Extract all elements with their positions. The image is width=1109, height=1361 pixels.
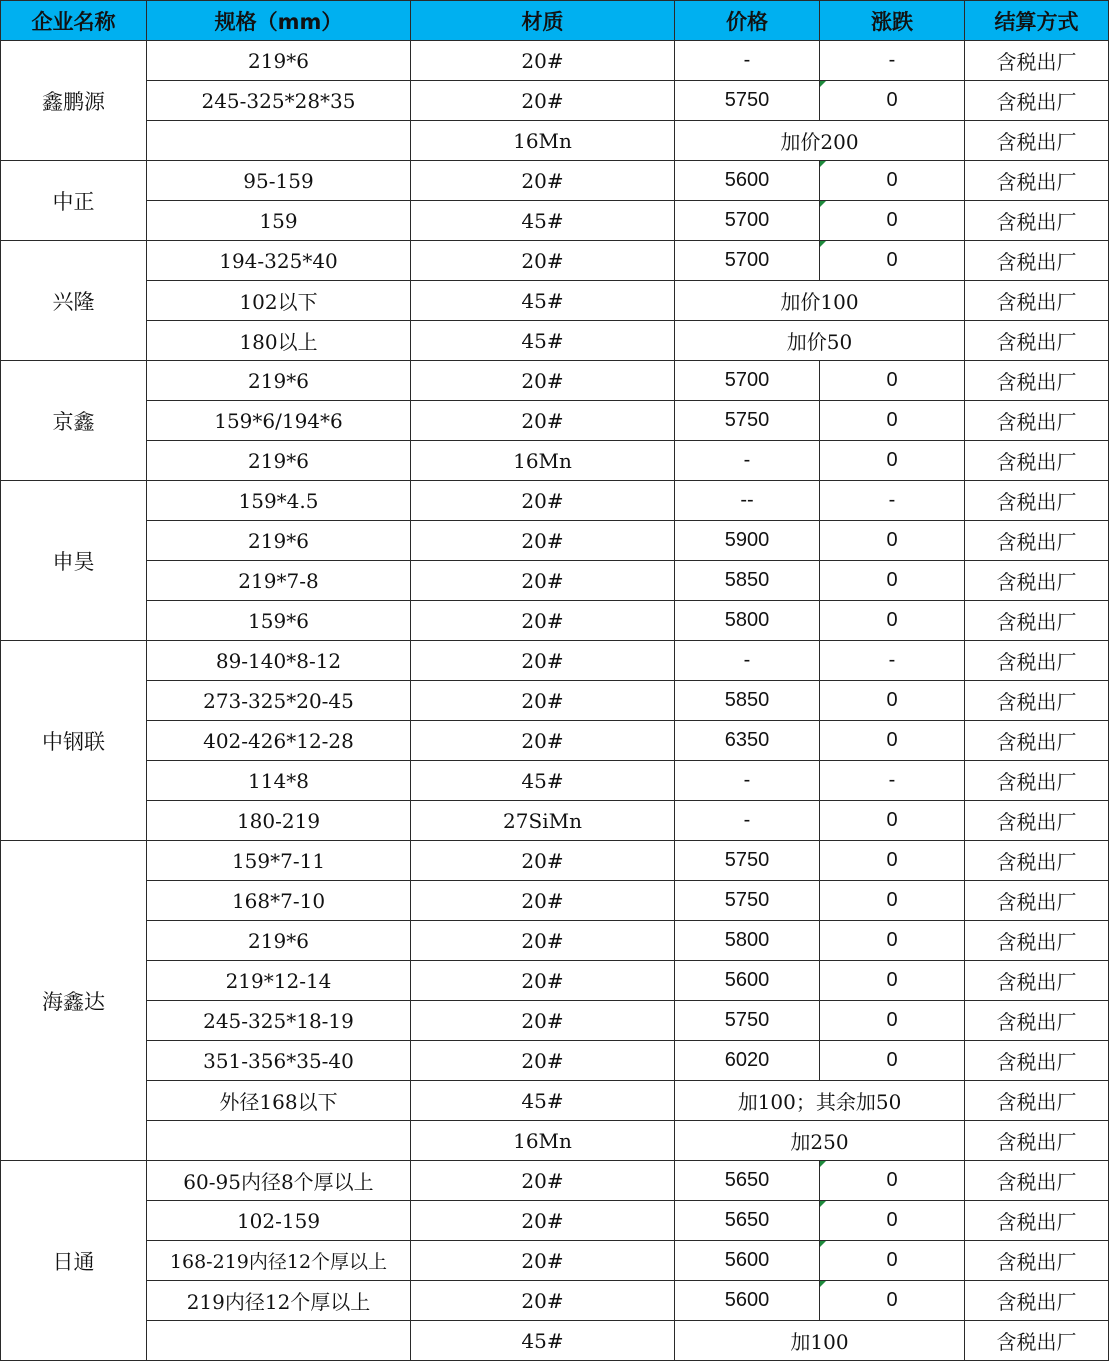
spec-cell: 219*6 [147,361,411,401]
price-cell: 5750 [675,881,820,921]
material-cell: 20# [411,41,675,81]
price-note-cell: 加价200 [675,121,965,161]
material-cell: 20# [411,1041,675,1081]
spec-cell: 60-95内径8个厚以上 [147,1161,411,1201]
table-row [1,521,1109,561]
material-cell: 20# [411,561,675,601]
price-cell: - [675,641,820,681]
table-row [1,721,1109,761]
price-cell: 5750 [675,841,820,881]
spec-cell: 402-426*12-28 [147,721,411,761]
price-cell: -- [675,481,820,521]
settlement-cell: 含税出厂 [965,1001,1109,1041]
settlement-cell: 含税出厂 [965,241,1109,281]
table-row [1,961,1109,1001]
spec-cell: 180-219 [147,801,411,841]
settlement-cell: 含税出厂 [965,481,1109,521]
change-cell: 0 [820,1201,965,1241]
price-cell: 6350 [675,721,820,761]
change-cell: 0 [820,841,965,881]
material-cell: 20# [411,1241,675,1281]
table-row [1,601,1109,641]
price-cell: 5750 [675,1001,820,1041]
change-cell: 0 [820,521,965,561]
change-cell: - [820,641,965,681]
change-cell: 0 [820,1041,965,1081]
table-row [1,201,1109,241]
company-name: 中正 [1,161,147,241]
price-cell: 5850 [675,561,820,601]
material-cell: 20# [411,841,675,881]
settlement-cell: 含税出厂 [965,921,1109,961]
spec-cell: 219*6 [147,41,411,81]
price-cell: - [675,761,820,801]
material-cell: 16Mn [411,121,675,161]
settlement-cell: 含税出厂 [965,121,1109,161]
table-row [1,1161,1109,1201]
price-cell: - [675,441,820,481]
price-cell: 5700 [675,201,820,241]
change-cell: 0 [820,1281,965,1321]
material-cell: 16Mn [411,441,675,481]
spec-cell: 159 [147,201,411,241]
spec-cell: 102-159 [147,1201,411,1241]
spec-cell: 89-140*8-12 [147,641,411,681]
price-cell: 5800 [675,601,820,641]
table-row [1,481,1109,521]
settlement-cell: 含税出厂 [965,281,1109,321]
spec-cell: 168*7-10 [147,881,411,921]
header-spec: 规格（mm） [147,1,411,41]
settlement-cell: 含税出厂 [965,721,1109,761]
company-name: 兴隆 [1,241,147,361]
material-cell: 45# [411,1321,675,1361]
settlement-cell: 含税出厂 [965,561,1109,601]
price-note-cell: 加价50 [675,321,965,361]
price-cell: 5700 [675,361,820,401]
change-cell: 0 [820,681,965,721]
spec-cell: 219*6 [147,921,411,961]
material-cell: 45# [411,1081,675,1121]
settlement-cell: 含税出厂 [965,681,1109,721]
header-material: 材质 [411,1,675,41]
table-row [1,321,1109,361]
change-cell: 0 [820,1161,965,1201]
table-body [1,41,1109,1361]
settlement-cell: 含税出厂 [965,961,1109,1001]
spec-cell: 159*6/194*6 [147,401,411,441]
material-cell: 20# [411,481,675,521]
table-row [1,1241,1109,1281]
change-cell: 0 [820,201,965,241]
price-cell: 5800 [675,921,820,961]
company-name: 海鑫达 [1,841,147,1161]
spec-cell: 180以上 [147,321,411,361]
settlement-cell: 含税出厂 [965,1161,1109,1201]
spec-cell: 外径168以下 [147,1081,411,1121]
settlement-cell: 含税出厂 [965,441,1109,481]
price-cell: - [675,41,820,81]
settlement-cell: 含税出厂 [965,81,1109,121]
settlement-cell: 含税出厂 [965,1321,1109,1361]
table-row [1,81,1109,121]
material-cell: 20# [411,681,675,721]
change-cell: 0 [820,401,965,441]
price-cell: 5600 [675,1281,820,1321]
settlement-cell: 含税出厂 [965,841,1109,881]
settlement-cell: 含税出厂 [965,41,1109,81]
price-cell: 5850 [675,681,820,721]
material-cell: 20# [411,401,675,441]
settlement-cell: 含税出厂 [965,1281,1109,1321]
change-cell: 0 [820,1241,965,1281]
price-cell: 5600 [675,1241,820,1281]
settlement-cell: 含税出厂 [965,1121,1109,1161]
material-cell: 45# [411,321,675,361]
price-cell: 5650 [675,1201,820,1241]
settlement-cell: 含税出厂 [965,1041,1109,1081]
material-cell: 20# [411,241,675,281]
spec-cell: 245-325*18-19 [147,1001,411,1041]
spec-cell: 114*8 [147,761,411,801]
settlement-cell: 含税出厂 [965,1081,1109,1121]
table-row [1,121,1109,161]
change-cell: - [820,481,965,521]
spec-cell: 95-159 [147,161,411,201]
company-name: 鑫鹏源 [1,41,147,161]
company-name: 京鑫 [1,361,147,481]
material-cell: 16Mn [411,1121,675,1161]
settlement-cell: 含税出厂 [965,521,1109,561]
material-cell: 20# [411,601,675,641]
material-cell: 20# [411,521,675,561]
price-cell: 5650 [675,1161,820,1201]
price-cell: 5750 [675,81,820,121]
settlement-cell: 含税出厂 [965,361,1109,401]
material-cell: 20# [411,81,675,121]
price-note-cell: 加价100 [675,281,965,321]
spec-cell: 102以下 [147,281,411,321]
company-name: 日通 [1,1161,147,1361]
material-cell: 20# [411,961,675,1001]
material-cell: 20# [411,1001,675,1041]
settlement-cell: 含税出厂 [965,881,1109,921]
table-row [1,1201,1109,1241]
table-row [1,841,1109,881]
table-row [1,761,1109,801]
change-cell: 0 [820,81,965,121]
spec-cell: 219*7-8 [147,561,411,601]
table-row [1,561,1109,601]
change-cell: 0 [820,561,965,601]
table-row [1,161,1109,201]
price-cell: 5600 [675,161,820,201]
spec-cell [147,121,411,161]
material-cell: 45# [411,201,675,241]
table-row [1,1281,1109,1321]
header-price: 价格 [675,1,820,41]
material-cell: 20# [411,1201,675,1241]
material-cell: 20# [411,361,675,401]
spec-cell: 159*7-11 [147,841,411,881]
table-row [1,641,1109,681]
change-cell: 0 [820,441,965,481]
settlement-cell: 含税出厂 [965,801,1109,841]
change-cell: 0 [820,161,965,201]
table-row [1,1081,1109,1121]
change-cell: 0 [820,601,965,641]
table-row [1,281,1109,321]
spec-cell: 245-325*28*35 [147,81,411,121]
spec-cell [147,1121,411,1161]
spec-cell: 273-325*20-45 [147,681,411,721]
material-cell: 20# [411,1281,675,1321]
settlement-cell: 含税出厂 [965,321,1109,361]
spec-cell: 219*6 [147,521,411,561]
material-cell: 20# [411,161,675,201]
price-cell: 5600 [675,961,820,1001]
table-row [1,801,1109,841]
material-cell: 20# [411,1161,675,1201]
company-name: 中钢联 [1,641,147,841]
spec-cell: 219*12-14 [147,961,411,1001]
price-note-cell: 加100；其余加50 [675,1081,965,1121]
price-note-cell: 加100 [675,1321,965,1361]
material-cell: 45# [411,281,675,321]
settlement-cell: 含税出厂 [965,161,1109,201]
table-row [1,41,1109,81]
settlement-cell: 含税出厂 [965,761,1109,801]
change-cell: 0 [820,801,965,841]
material-cell: 45# [411,761,675,801]
company-name: 申昊 [1,481,147,641]
change-cell: 0 [820,241,965,281]
change-cell: - [820,41,965,81]
material-cell: 27SiMn [411,801,675,841]
table-row [1,361,1109,401]
price-note-cell: 加250 [675,1121,965,1161]
header-settlement: 结算方式 [965,1,1109,41]
material-cell: 20# [411,721,675,761]
table-row [1,241,1109,281]
spec-cell [147,1321,411,1361]
spec-cell: 159*4.5 [147,481,411,521]
price-cell: 5700 [675,241,820,281]
spec-cell: 351-356*35-40 [147,1041,411,1081]
settlement-cell: 含税出厂 [965,641,1109,681]
change-cell: 0 [820,961,965,1001]
settlement-cell: 含税出厂 [965,401,1109,441]
price-cell: 6020 [675,1041,820,1081]
change-cell: 0 [820,361,965,401]
header-company: 企业名称 [1,1,147,41]
settlement-cell: 含税出厂 [965,1201,1109,1241]
price-cell: - [675,801,820,841]
change-cell: 0 [820,721,965,761]
material-cell: 20# [411,881,675,921]
table-row [1,881,1109,921]
settlement-cell: 含税出厂 [965,201,1109,241]
table-row [1,921,1109,961]
table-row [1,1321,1109,1361]
settlement-cell: 含税出厂 [965,1241,1109,1281]
price-cell: 5750 [675,401,820,441]
table-row [1,401,1109,441]
spec-cell: 159*6 [147,601,411,641]
spec-cell: 219*6 [147,441,411,481]
change-cell: 0 [820,921,965,961]
header-row [1,1,1109,41]
settlement-cell: 含税出厂 [965,601,1109,641]
table-row [1,1121,1109,1161]
material-cell: 20# [411,921,675,961]
material-cell: 20# [411,641,675,681]
table-row [1,681,1109,721]
table-row [1,1001,1109,1041]
change-cell: 0 [820,1001,965,1041]
price-cell: 5900 [675,521,820,561]
change-cell: - [820,761,965,801]
spec-cell: 168-219内径12个厚以上 [147,1241,411,1281]
table-row [1,441,1109,481]
table-row [1,1041,1109,1081]
spec-cell: 194-325*40 [147,241,411,281]
spec-cell: 219内径12个厚以上 [147,1281,411,1321]
change-cell: 0 [820,881,965,921]
header-change: 涨跌 [820,1,965,41]
